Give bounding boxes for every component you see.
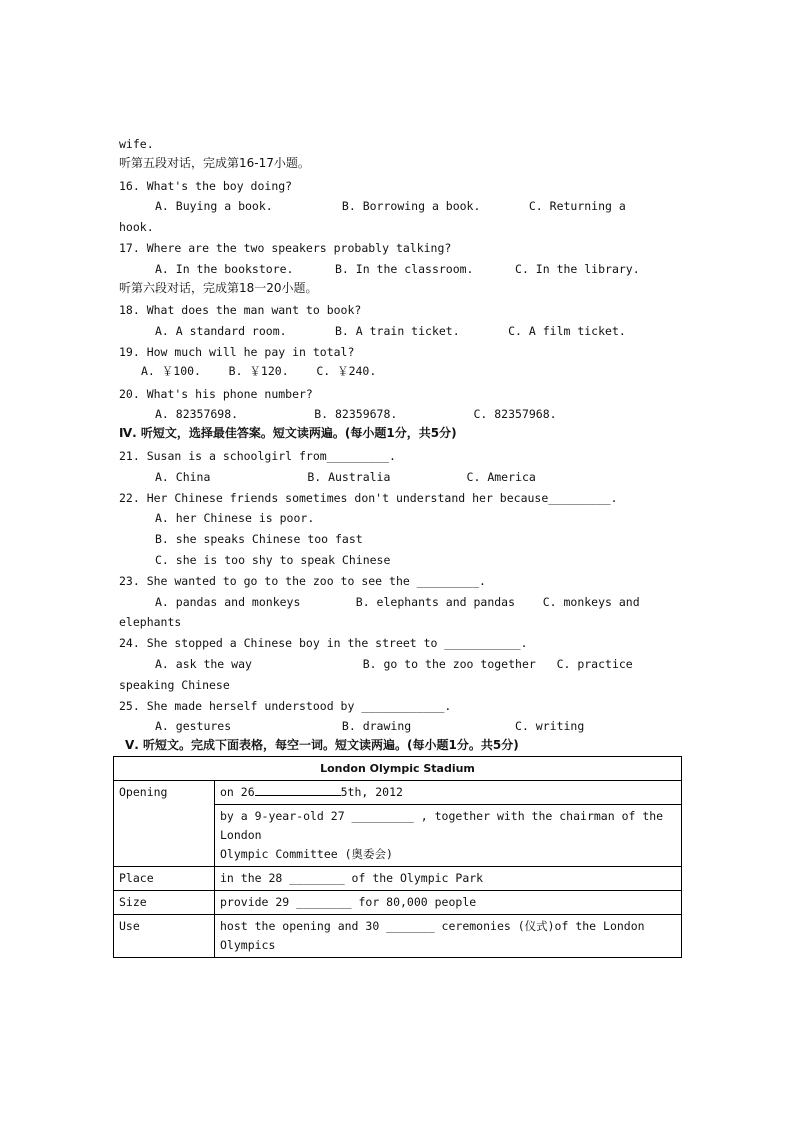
question-22-option-c: C. she is too shy to speak Chinese — [155, 553, 391, 567]
question-21: 21. Susan is a schoolgirl from_________. — [119, 449, 396, 463]
opening-detail-line: by a 9-year-old 27 _________ , together with the chairman of the London — [220, 809, 664, 842]
question-21-options: A. China B. Australia C. America — [155, 470, 536, 484]
table-row — [114, 915, 682, 958]
question-19-options: A. ￥100. B. ￥120. C. ￥240. — [141, 364, 377, 378]
question-17-options: A. In the bookstore. B. In the classroom. C. In the library. — [155, 262, 640, 276]
table-title: London Olympic Stadium — [114, 757, 682, 781]
use-value: host the opening and 30 _______ ceremonies (仪式)of the London Olympics — [215, 915, 682, 958]
question-16-wrap: hook. — [119, 220, 154, 234]
opening-detail-cell — [215, 805, 682, 867]
section-v-heading: Ⅴ. 听短文。完成下面表格，每空一词。短文读两遍。(每小题1分。共5分) — [125, 738, 519, 752]
question-20: 20. What's his phone number? — [119, 387, 313, 401]
question-25: 25. She made herself understood by ____________. — [119, 699, 452, 713]
section-iv-heading: Ⅳ. 听短文，选择最佳答案。短文读两遍。(每小题1分，共5分) — [119, 426, 457, 440]
question-25-options: A. gestures B. drawing C. writing — [155, 719, 585, 733]
question-22: 22. Her Chinese friends sometimes don't understand her because_________. — [119, 491, 618, 505]
question-16: 16. What's the boy doing? — [119, 179, 293, 193]
opening-date-cell — [215, 781, 682, 805]
question-23-wrap: elephants — [119, 615, 182, 629]
info-table — [113, 756, 682, 958]
question-24: 24. She stopped a Chinese boy in the street to ___________. — [119, 636, 528, 650]
question-24-options: A. ask the way B. go to the zoo together C. practice — [155, 657, 633, 671]
opening-date-post: 5th, 2012 — [340, 785, 403, 799]
question-22-option-a: A. her Chinese is poor. — [155, 511, 315, 525]
opening-detail-line-2: Olympic Committee (奥委会) — [220, 847, 393, 861]
table-row — [114, 757, 682, 781]
table-row — [114, 781, 682, 805]
place-label: Place — [114, 867, 215, 891]
question-16-options: A. Buying a book. B. Borrowing a book. C. Returning a — [155, 199, 626, 213]
opening-date-pre: on 26 — [220, 785, 255, 799]
table-row — [114, 867, 682, 891]
question-18-options: A. A standard room. B. A train ticket. C. A film ticket. — [155, 324, 626, 338]
question-23: 23. She wanted to go to the zoo to see the _________. — [119, 574, 486, 588]
opening-label: Opening — [114, 781, 215, 867]
answer-blank-26[interactable] — [255, 785, 341, 796]
question-24-wrap: speaking Chinese — [119, 678, 230, 692]
section-heading: 听第六段对话，完成第18一20小题。 — [119, 281, 318, 295]
question-22-option-b: B. she speaks Chinese too fast — [155, 532, 363, 546]
question-23-options: A. pandas and monkeys B. elephants and pandas C. monkeys and — [155, 595, 640, 609]
section-heading: 听第五段对话，完成第16-17小题。 — [119, 156, 310, 170]
size-value: provide 29 ________ for 80,000 people — [215, 891, 682, 915]
use-label: Use — [114, 915, 215, 958]
place-value: in the 28 ________ of the Olympic Park — [215, 867, 682, 891]
question-20-options: A. 82357698. B. 82359678. C. 82357968. — [155, 407, 557, 421]
table-row — [114, 891, 682, 915]
text-line: wife. — [119, 137, 154, 151]
question-17: 17. Where are the two speakers probably talking? — [119, 241, 452, 255]
question-19: 19. How much will he pay in total? — [119, 345, 355, 359]
size-label: Size — [114, 891, 215, 915]
question-18: 18. What does the man want to book? — [119, 303, 362, 317]
